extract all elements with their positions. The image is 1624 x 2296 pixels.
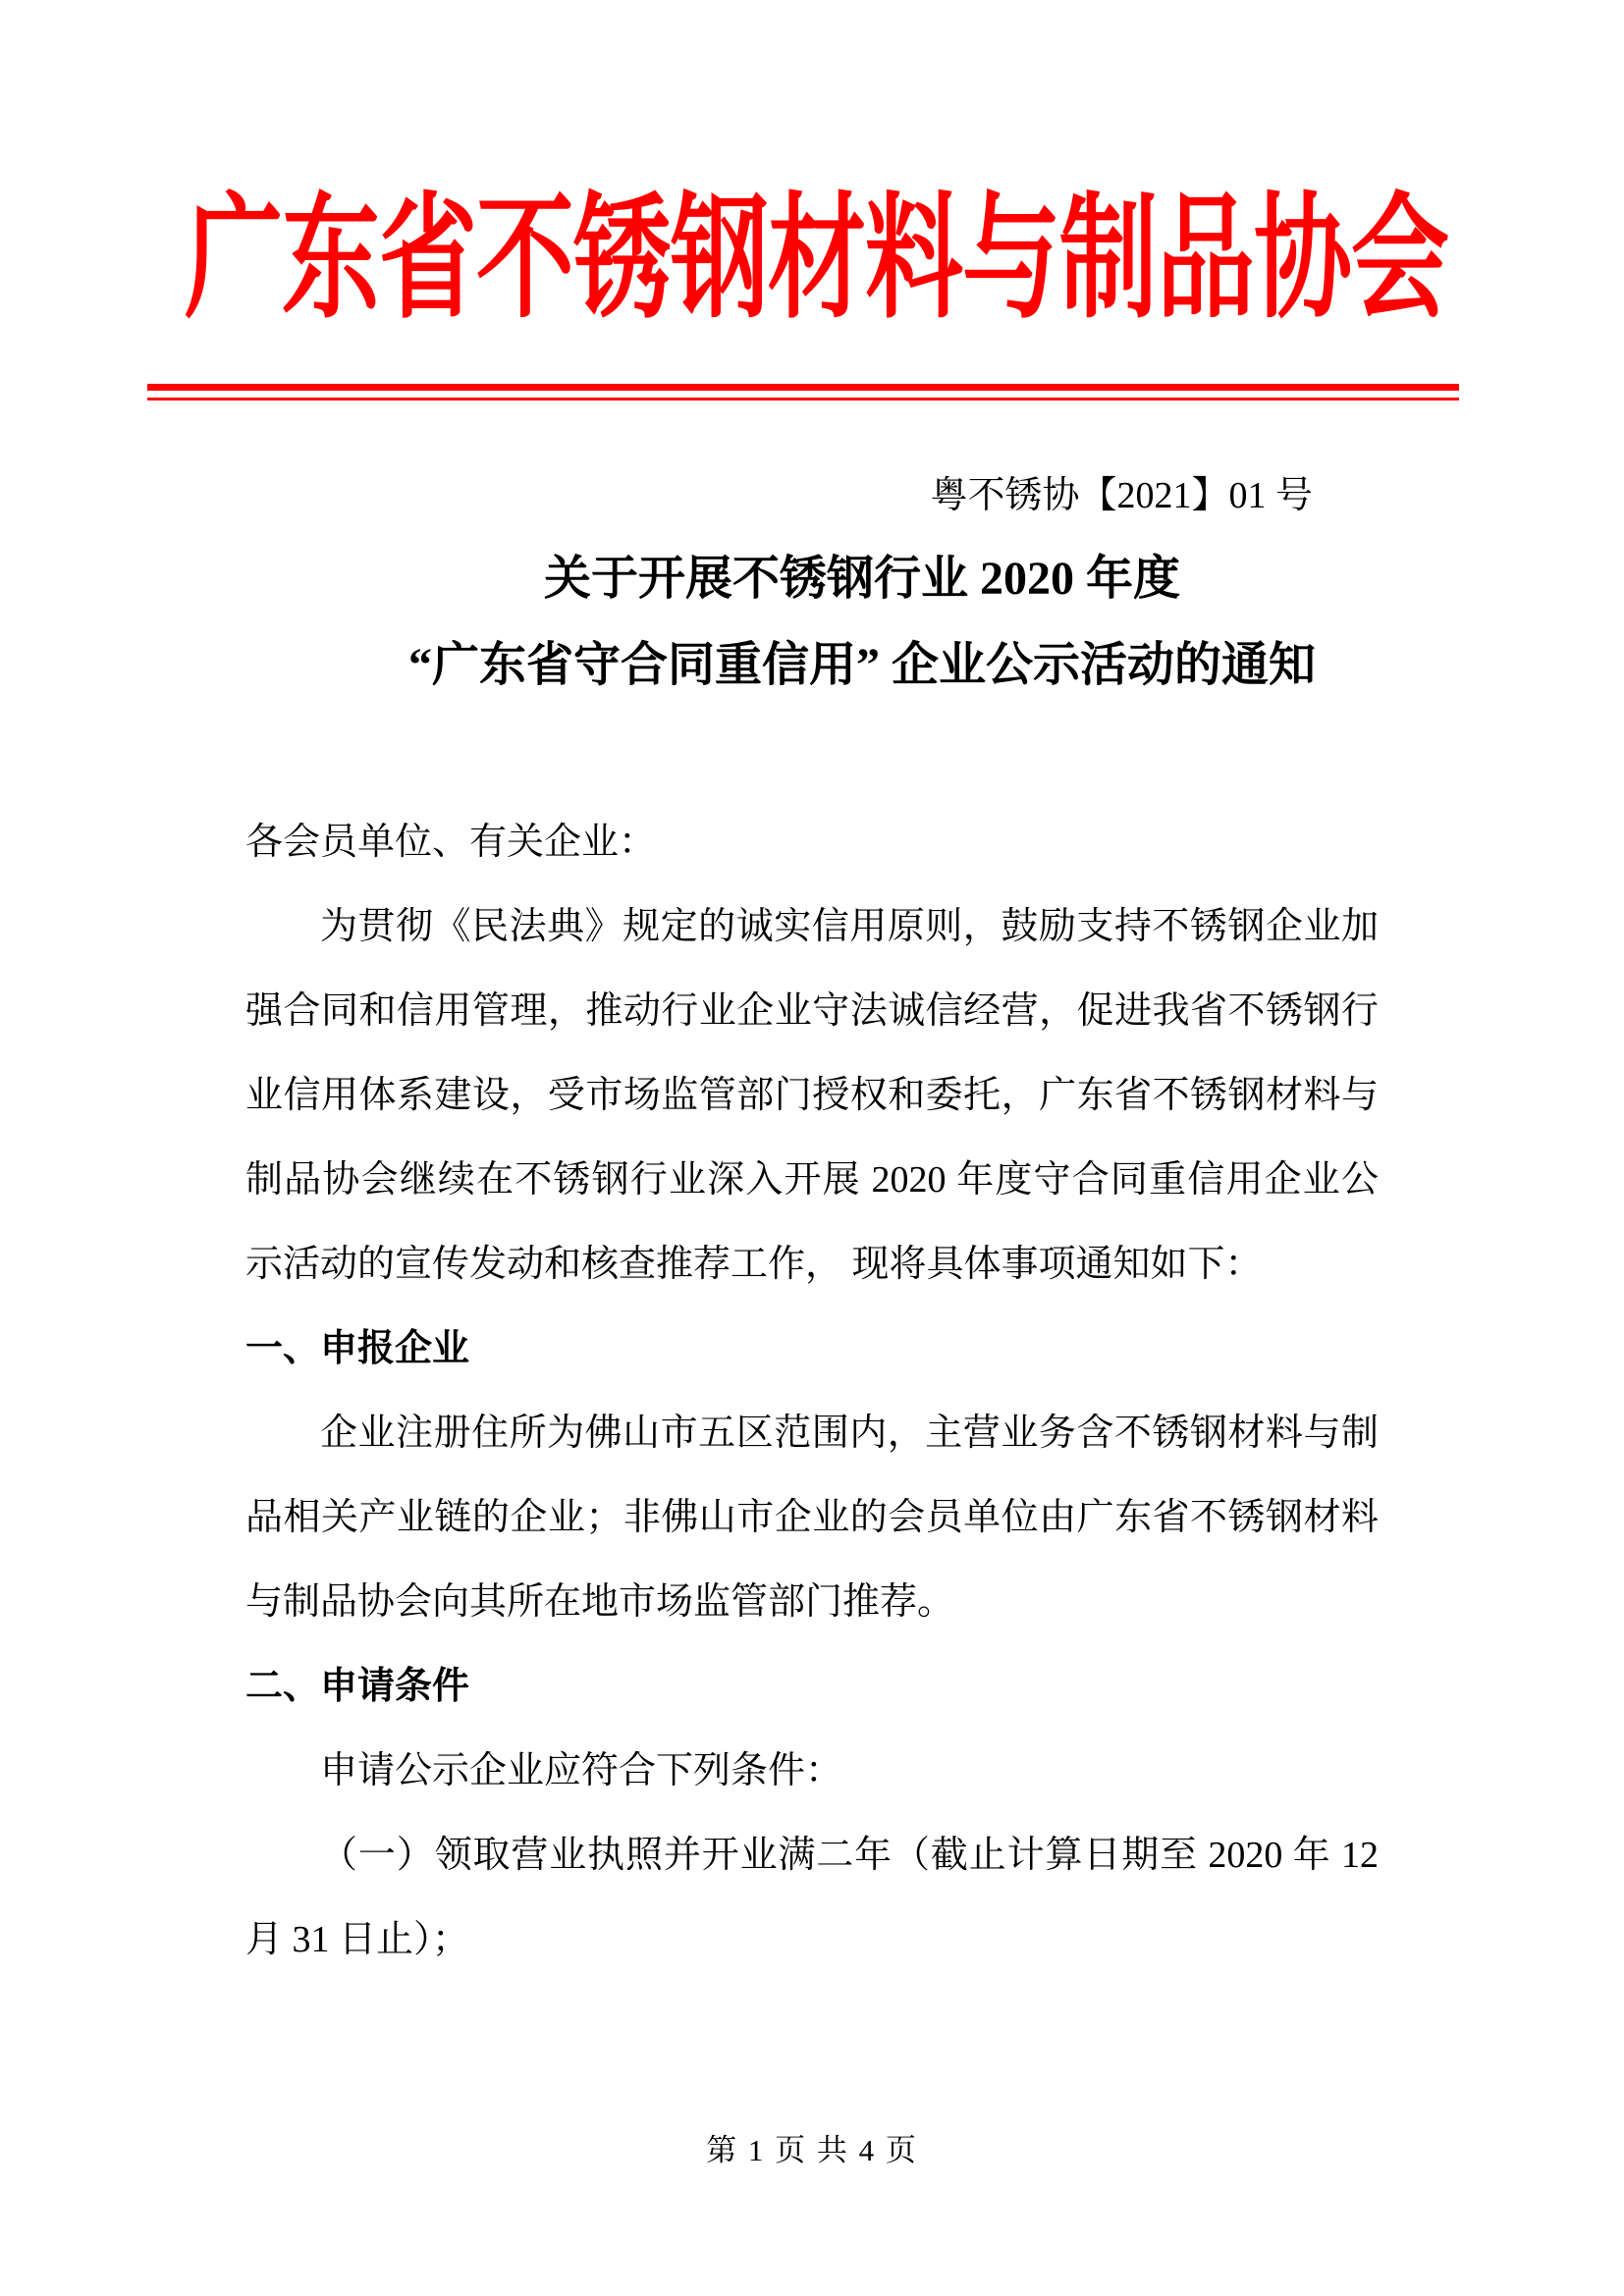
document-title-row-1 xyxy=(100,552,1624,607)
section-heading-2: 二、申请条件 xyxy=(245,1666,470,1707)
page-number: 第 1 页 共 4 页 xyxy=(706,2133,918,2167)
body-line: 企业注册住所为佛山市五区范围内，主营业务含不锈钢材料与制 xyxy=(320,1413,1379,1454)
org-name: 广东省不锈钢材料与制品协会 xyxy=(185,184,1448,335)
body-line: 为贯彻《民法典》规定的诚实信用原则，鼓励支持不锈钢企业加 xyxy=(320,906,1379,947)
body-line: 品相关产业链的企业；非佛山市企业的会员单位由广东省不锈钢材料 xyxy=(245,1497,1379,1538)
body-line: 与制品协会向其所在地市场监管部门推荐。 xyxy=(245,1581,955,1623)
salutation-line: 各会员单位、有关企业： xyxy=(245,822,657,863)
body-line: 业信用体系建设，受市场监管部门授权和委托，广东省不锈钢材料与 xyxy=(245,1075,1379,1116)
body-line: 申请公示企业应符合下列条件： xyxy=(320,1750,843,1791)
title-line-1: 关于开展不锈钢行业 2020 年度 xyxy=(543,553,1180,605)
title-line-2: “广东省守合同重信用” 企业公示活动的通知 xyxy=(407,639,1316,691)
body-line: 月 31 日止）； xyxy=(245,1919,470,1960)
red-divider-thick xyxy=(147,384,1459,391)
body-line: 制品协会继续在不锈钢行业深入开展 2020 年度守合同重信用企业公 xyxy=(245,1159,1379,1201)
body-line: 强合同和信用管理，推动行业企业守法诚信经营，促进我省不锈钢行 xyxy=(245,990,1379,1032)
body-line: （一）领取营业执照并开业满二年（截止计算日期至 2020 年 12 xyxy=(320,1835,1379,1876)
section-heading-1: 一、申报企业 xyxy=(245,1328,470,1369)
red-divider-thin xyxy=(147,398,1459,400)
document-title-row-2 xyxy=(100,638,1624,693)
doc-number: 粤不锈协【2021】01 号 xyxy=(930,475,1313,516)
body-line: 示活动的宣传发动和核查推荐工作， 现将具体事项通知如下： xyxy=(245,1244,1263,1285)
